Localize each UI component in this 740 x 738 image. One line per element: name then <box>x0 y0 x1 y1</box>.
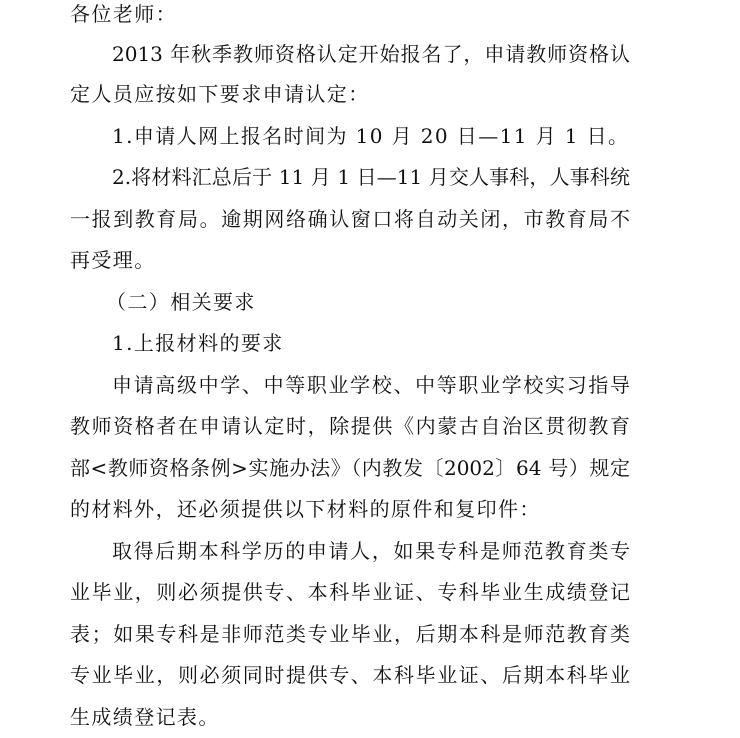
paragraph-line: 专业毕业，则必须同时提供专、本科毕业证、后期本科毕业 <box>70 663 630 687</box>
paragraph-line: 业毕业，则必须提供专、本科毕业证、专科毕业生成绩登记 <box>70 580 630 604</box>
paragraph-line: 定人员应按如下要求申请认定： <box>70 82 370 106</box>
list-item-line: 2.将材料汇总后于 11 月 1 日—11 月交人事科，人事科统 <box>112 165 630 189</box>
paragraph-line: 部<教师资格条例>实施办法》（内教发〔2002〕64 号）规定 <box>70 456 630 480</box>
paragraph-line: 一报到教育局。逾期网络确认窗口将自动关闭，市教育局不 <box>70 207 630 231</box>
paragraph-line: 教师资格者在申请认定时，除提供《内蒙古自治区贯彻教育 <box>70 414 630 438</box>
subsection-heading: 1.上报材料的要求 <box>112 331 284 355</box>
section-heading: （二）相关要求 <box>106 290 256 314</box>
paragraph-line: 表；如果专科是非师范类专业毕业，后期本科是师范教育类 <box>70 622 630 646</box>
paragraph-line: 取得后期本科学历的申请人，如果专科是师范教育类专 <box>112 539 630 563</box>
paragraph-line: 2013 年秋季教师资格认定开始报名了，申请教师资格认 <box>112 42 630 66</box>
paragraph-line: 的材料外，还必须提供以下材料的原件和复印件： <box>70 497 541 521</box>
paragraph-line: 生成绩登记表。 <box>70 705 220 729</box>
list-item-line: 1.申请人网上报名时间为 10 月 20 日—11 月 1 日。 <box>112 124 630 148</box>
paragraph-line: 申请高级中学、中等职业学校、中等职业学校实习指导 <box>112 373 630 397</box>
paragraph-line: 再受理。 <box>70 248 156 272</box>
salutation-line: 各位老师： <box>70 2 177 26</box>
